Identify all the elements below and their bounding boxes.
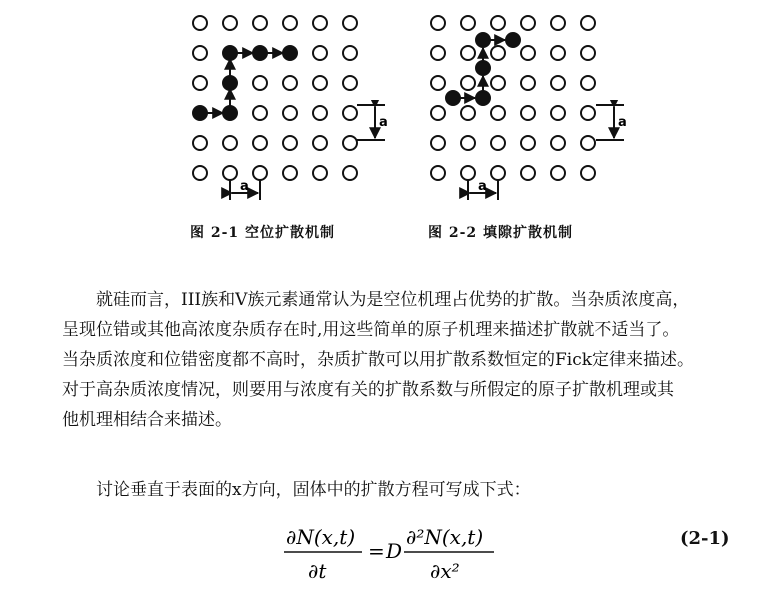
equation-lhs-numerator: ∂N(x,t) xyxy=(286,525,356,549)
equation-lhs-denominator: ∂t xyxy=(308,559,327,583)
lattice-atom xyxy=(253,166,267,180)
lattice-atom xyxy=(461,16,475,30)
lattice-atom xyxy=(491,106,505,120)
lattice-atom xyxy=(461,106,475,120)
lattice-atom xyxy=(581,16,595,30)
spacing-label: a xyxy=(478,179,487,194)
lattice-atom xyxy=(491,46,505,60)
lattice-atom xyxy=(521,76,535,90)
lattice-atom xyxy=(491,76,505,90)
lattice-atom xyxy=(461,46,475,60)
lattice-atom xyxy=(431,106,445,120)
lattice-atom xyxy=(491,16,505,30)
lattice-atom xyxy=(461,76,475,90)
lattice-atom xyxy=(193,76,207,90)
lattice-atom xyxy=(521,136,535,150)
lattice-atom xyxy=(313,106,327,120)
text-line: 他机理相结合来描述。 xyxy=(62,410,232,430)
lattice-atom xyxy=(193,16,207,30)
equation-coefficient: D xyxy=(386,539,403,563)
spacing-indicator-horizontal xyxy=(468,179,498,200)
spacing-label: a xyxy=(379,115,388,130)
equation-rhs-denominator: ∂x² xyxy=(430,559,460,583)
lattice-atom xyxy=(551,166,565,180)
lattice-atom xyxy=(283,76,297,90)
lattice-atom xyxy=(193,136,207,150)
lattice-atom xyxy=(551,136,565,150)
lattice-atom-moved xyxy=(193,106,207,120)
text-line: 讨论垂直于表面的x方向，固体中的扩散方程可写成下式： xyxy=(96,480,531,500)
text-line: 呈现位错或其他高浓度杂质存在时,用这些简单的原子机理来描述扩散就不适当了。 xyxy=(62,320,680,340)
lattice-atom-moved xyxy=(223,46,237,60)
lattice-atom xyxy=(223,166,237,180)
text-line: 就硅而言，III族和V族元素通常认为是空位机理占优势的扩散。当杂质浓度高， xyxy=(96,290,690,310)
lattice-atom xyxy=(581,136,595,150)
lattice-atom xyxy=(313,166,327,180)
spacing-indicator-vertical xyxy=(594,100,634,150)
equation-equals: = xyxy=(368,539,385,563)
lattice-atom xyxy=(551,76,565,90)
lattice-atom xyxy=(551,46,565,60)
lattice-atom xyxy=(521,106,535,120)
lattice-atom xyxy=(313,76,327,90)
lattice-atom xyxy=(431,136,445,150)
lattice-atom xyxy=(313,136,327,150)
lattice-atom xyxy=(521,46,535,60)
lattice-atom xyxy=(223,16,237,30)
spacing-indicator-vertical xyxy=(355,100,395,150)
lattice-atom xyxy=(283,16,297,30)
lattice-atom xyxy=(253,106,267,120)
interstitial-atoms xyxy=(446,33,520,105)
lattice-atom xyxy=(193,46,207,60)
lattice-atom xyxy=(431,46,445,60)
text-line: 当杂质浓度和位错密度都不高时，杂质扩散可以用扩散系数恒定的Fick定律来描述。 xyxy=(62,350,695,370)
lattice-atom xyxy=(491,166,505,180)
lattice-atom xyxy=(343,166,357,180)
lattice-atom xyxy=(193,166,207,180)
lattice-atom xyxy=(581,46,595,60)
spacing-label: a xyxy=(618,115,627,130)
figure-caption: 图 2-2 填隙扩散机制 xyxy=(428,225,574,241)
lattice-atom xyxy=(551,106,565,120)
lattice-atom xyxy=(253,16,267,30)
lattice-atom-moved xyxy=(223,106,237,120)
lattice-atom xyxy=(343,16,357,30)
lattice-atom xyxy=(253,136,267,150)
lattice-atom xyxy=(581,166,595,180)
lattice-atom xyxy=(461,136,475,150)
lattice-atom xyxy=(581,76,595,90)
lattice-atom xyxy=(313,46,327,60)
lattice-atom xyxy=(223,136,237,150)
lattice-atom xyxy=(283,166,297,180)
lattice-atom-moved xyxy=(283,46,297,60)
paragraph-diffusion-equation-intro xyxy=(62,475,752,505)
lattice-grid xyxy=(193,16,357,180)
diffusion-equation xyxy=(280,518,500,587)
equation-rhs-numerator: ∂²N(x,t) xyxy=(406,525,484,549)
lattice-atom xyxy=(343,76,357,90)
lattice-atom xyxy=(521,16,535,30)
lattice-atom xyxy=(551,16,565,30)
vacancy-path-arrows xyxy=(205,53,283,113)
lattice-atom xyxy=(431,16,445,30)
lattice-atom xyxy=(431,76,445,90)
lattice-atom-moved xyxy=(223,76,237,90)
lattice-atom xyxy=(461,166,475,180)
lattice-atom xyxy=(581,106,595,120)
lattice-atom xyxy=(343,46,357,60)
lattice-atom xyxy=(521,166,535,180)
lattice-atom xyxy=(313,16,327,30)
text-line: 对于高杂质浓度情况，则要用与浓度有关的扩散系数与所假定的原子扩散机理或其 xyxy=(62,380,674,400)
lattice-atom xyxy=(253,76,267,90)
lattice-atom xyxy=(283,136,297,150)
lattice-atom xyxy=(431,166,445,180)
figure-caption: 图 2-1 空位扩散机制 xyxy=(190,225,336,241)
lattice-atom xyxy=(491,136,505,150)
spacing-label: a xyxy=(240,179,249,194)
lattice-atom xyxy=(283,106,297,120)
equation-number: (2-1) xyxy=(680,528,730,549)
lattice-atom-moved xyxy=(253,46,267,60)
spacing-indicator-horizontal xyxy=(230,179,260,200)
paragraph-diffusion-mechanisms xyxy=(62,285,752,435)
